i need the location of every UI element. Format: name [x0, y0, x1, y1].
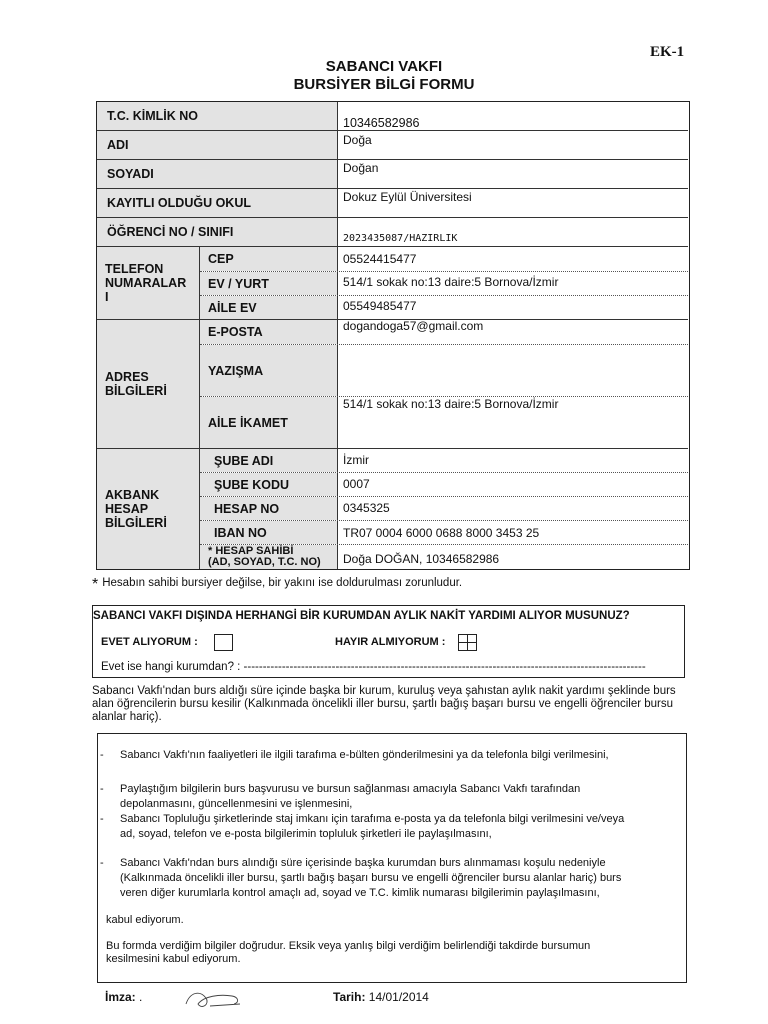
yes-option-label: EVET ALIYORUM : [101, 636, 198, 648]
consent-box: - Sabancı Vakfı'nın faaliyetleri ile ilgili tarafıma e-bülten gönderilmesini ya da telefonla bilgi verilmesini, - Paylaştığım bilgilerin burs başvurusu ve bursun sağlanması amacıyla Sabancı Vakfı tarafından depolanmasını, güncellenmesini ve işlenmesini, - Sabancı Topluluğu şirketlerinde staj imkanı için tarafıma e-posta ya da telefonla bilgi verilmesini ve/veya ad, soyad, telefon ve e-posta bilgilerimin topluluk şirketleri ile paylaşılmasını, - Sabancı Vakfı'ndan burs alındığı süre içerisinde başka kurumdan burs alınmaması koşulu nedeniyle (Kalkınmada öncelikli iller bursu, şartlı bağış başarı bursu ve engelli öğrenciler bursu alanlar hariç) burs veren diğer kurumlarla kontrol amaçlı ad, soyad ve T.C. kimlik numarası bilgilerimin paylaşılmasını, kabul ediyorum. Bu formda verdiğim bilgiler doğrudur. Eksik veya yanlış bilgi verdiğim belirlendiği takdirde bursumun kesilmesini kabul ediyorum. [97, 733, 687, 983]
subeadi-value[interactable]: İzmir [343, 453, 369, 467]
telefon-group-label: TELEFON NUMARALAR I [97, 247, 199, 319]
ogrenci-value[interactable]: 2023435087/HAZIRLIK [343, 233, 458, 244]
other-aid-question-box [92, 605, 685, 678]
declaration-text: Bu formda verdiğim bilgiler doğrudur. Eksik veya yanlış bilgi verdiğim belirlendiği takdirde bursumun kesilmesini kabul ediyorum. [106, 940, 591, 965]
hesap-sahibi-value[interactable]: Doğa DOĞAN, 10346582986 [343, 552, 500, 566]
adi-label: ADI [97, 131, 337, 159]
aileev-label: AİLE EV [200, 296, 337, 319]
soyadi-label: SOYADI [97, 160, 337, 188]
hesapno-label: HESAP NO [200, 497, 337, 520]
eposta-label: E-POSTA [200, 320, 337, 344]
subekodu-label: ŞUBE KODU [200, 473, 337, 496]
yazisma-label: YAZIŞMA [200, 345, 337, 396]
soyadi-value[interactable]: Doğan [343, 161, 379, 175]
form-title-line1: SABANCI VAKFI [325, 58, 443, 75]
question-title: SABANCI VAKFI DIŞINDA HERHANGİ BİR KURUMDAN AYLIK NAKİT YARDIMI ALIYOR MUSUNUZ? [93, 610, 630, 622]
iban-value[interactable]: TR07 0004 6000 0688 8000 3453 25 [343, 526, 540, 540]
account-owner-note: * Hesabın sahibi bursiyer değilse, bir yakını ise doldurulması zorunludur. [92, 576, 463, 593]
no-checkbox[interactable] [458, 634, 477, 651]
tc-value[interactable]: 10346582986 [343, 116, 420, 130]
adi-value[interactable]: Doğa [343, 133, 372, 147]
bursiyer-form [96, 101, 690, 570]
evyurt-label: EV / YURT [200, 272, 337, 295]
cep-label: CEP [200, 247, 337, 271]
accept-text: kabul ediyorum. [106, 914, 184, 926]
subeadi-label: ŞUBE ADI [200, 449, 337, 472]
cep-value[interactable]: 05524415477 [343, 252, 417, 266]
yes-checkbox[interactable] [214, 634, 233, 651]
date-field: Tarih: 14/01/2014 [333, 990, 429, 1004]
tc-label: T.C. KİMLİK NO [97, 102, 337, 130]
evyurt-value[interactable]: 514/1 sokak no:13 daire:5 Bornova/İzmir [343, 275, 559, 289]
subekodu-value[interactable]: 0007 [343, 477, 370, 491]
aileev-value[interactable]: 05549485477 [343, 299, 417, 313]
okul-label: KAYITLI OLDUĞU OKUL [97, 189, 337, 217]
burs-rule-paragraph: Sabancı Vakfı'ndan burs aldığı süre içinde başka bir kurum, kuruluş veya şahıstan aylık nakit yardımı şeklinde burs alan öğrencilerin bursu kesilir (Kalkınmada öncelikli iller bursu, şartlı bağış başarı bursu ve engelli öğrenciler bursu alanlar hariç). [92, 685, 676, 723]
no-option-label: HAYIR ALMIYORUM : [335, 636, 446, 648]
okul-value[interactable]: Dokuz Eylül Üniversitesi [343, 190, 472, 204]
form-title-line2: BURSİYER BİLGİ FORMU [293, 76, 475, 93]
signature-scribble-icon [180, 982, 250, 1018]
adres-group-label: ADRES BİLGİLERİ [97, 320, 199, 448]
aileikamet-value[interactable]: 514/1 sokak no:13 daire:5 Bornova/İzmir [343, 397, 559, 411]
aileikamet-label: AİLE İKAMET [200, 397, 337, 448]
hesapno-value[interactable]: 0345325 [343, 501, 390, 515]
ogrenci-label: ÖĞRENCİ NO / SINIFI [97, 218, 337, 246]
signature-field: İmza: . [105, 990, 143, 1004]
iban-label: IBAN NO [200, 521, 337, 544]
hesap-sahibi-label: * HESAP SAHİBİ (AD, SOYAD, T.C. NO) [200, 545, 337, 569]
akbank-group-label: AKBANK HESAP BİLGİLERİ [97, 449, 199, 569]
which-institution-field[interactable]: Evet ise hangi kurumdan? : --------------------------------------------------------------------------------------------------------- [101, 661, 646, 673]
eposta-value[interactable]: dogandoga57@gmail.com [343, 319, 484, 333]
ek-label: EK-1 [650, 44, 685, 60]
